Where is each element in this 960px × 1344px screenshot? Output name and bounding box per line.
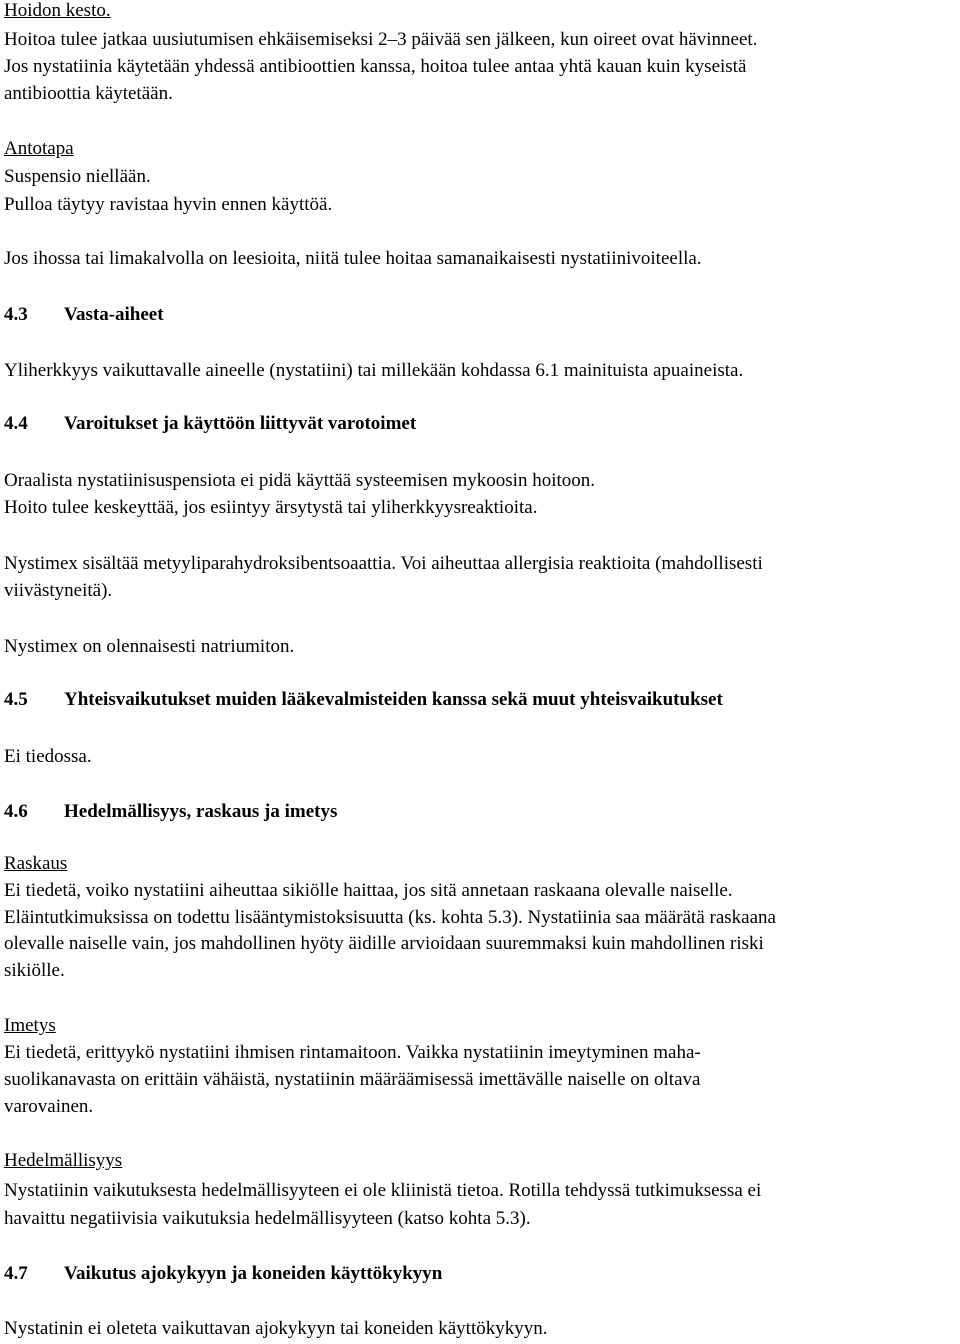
paragraph-line: suolikanavasta on erittäin vähäistä, nystatiinin määräämisessä imettävälle naiselle on oltava: [4, 1069, 701, 1090]
section-number: 4.6: [4, 801, 28, 822]
section-title: Hedelmällisyys, raskaus ja imetys: [64, 801, 338, 822]
paragraph-line: Oraalista nystatiinisuspensiota ei pidä käyttää systeemisen mykoosin hoitoon.: [4, 470, 596, 491]
section-title: Yhteisvaikutukset muiden lääkevalmisteiden kanssa sekä muut yhteisvaikutukset: [64, 689, 723, 710]
paragraph-line: Eläintutkimuksissa on todettu lisääntymistoksisuutta (ks. kohta 5.3). Nystatiinia saa määrätä raskaana: [4, 907, 776, 928]
paragraph-line: Nystatinin ei oleteta vaikuttavan ajokykyyn tai koneiden käyttökykyyn.: [4, 1318, 548, 1339]
section-title: Vaikutus ajokykyyn ja koneiden käyttökykyyn: [64, 1263, 443, 1284]
paragraph-line: Ei tiedetä, erittyykö nystatiini ihmisen rintamaitoon. Vaikka nystatiinin imeytyminen maha-: [4, 1042, 701, 1063]
section-title: Vasta-aiheet: [64, 304, 164, 325]
hedelmallisyys-heading: Hedelmällisyys: [4, 1150, 123, 1171]
raskaus-heading: Raskaus: [4, 853, 68, 874]
section-number: 4.5: [4, 689, 28, 710]
paragraph-line: viivästyneitä).: [4, 580, 113, 601]
paragraph-line: sikiölle.: [4, 960, 65, 981]
paragraph-line: Suspensio niellään.: [4, 166, 151, 187]
paragraph-line: Ei tiedossa.: [4, 746, 92, 767]
paragraph-line: antibioottia käytetään.: [4, 83, 173, 104]
paragraph-line: Hoitoa tulee jatkaa uusiutumisen ehkäisemiseksi 2–3 päivää sen jälkeen, kun oireet ovat hävinneet.: [4, 29, 758, 50]
paragraph-line: Nystimex on olennaisesti natriumiton.: [4, 636, 295, 657]
section-heading-4-6: [4, 798, 337, 825]
section-number: 4.7: [4, 1263, 28, 1284]
paragraph-line: Ei tiedetä, voiko nystatiini aiheuttaa sikiölle haittaa, jos sitä annetaan raskaana olevalle naiselle.: [4, 880, 733, 901]
paragraph-line: havaittu negatiivisia vaikutuksia hedelmällisyyteen (katso kohta 5.3).: [4, 1208, 531, 1229]
section-heading-4-7: [4, 1260, 442, 1287]
section-number: 4.3: [4, 304, 28, 325]
antotapa-heading: Antotapa: [4, 138, 74, 159]
paragraph-line: Yliherkkyys vaikuttavalle aineelle (nystatiini) tai millekään kohdassa 6.1 mainituista apuaineista.: [4, 360, 744, 381]
hoidon-kesto-heading: Hoidon kesto.: [4, 0, 111, 21]
paragraph-line: Jos nystatiinia käytetään yhdessä antibioottien kanssa, hoitoa tulee antaa yhtä kauan kuin kyseistä: [4, 56, 747, 77]
section-heading-4-3: [4, 301, 164, 328]
imetys-heading: Imetys: [4, 1015, 56, 1036]
section-heading-4-4: [4, 410, 416, 437]
paragraph-line: varovainen.: [4, 1096, 94, 1117]
section-number: 4.4: [4, 413, 28, 434]
paragraph-line: Nystimex sisältää metyyliparahydroksibentsoaattia. Voi aiheuttaa allergisia reaktioita (mahdollisesti: [4, 553, 763, 574]
paragraph-line: Jos ihossa tai limakalvolla on leesioita, niitä tulee hoitaa samanaikaisesti nystatiinivoiteella.: [4, 248, 702, 269]
paragraph-line: olevalle naiselle vain, jos mahdollinen hyöty äidille arvioidaan suuremmaksi kuin mahdollinen riski: [4, 933, 764, 954]
paragraph-line: Hoito tulee keskeyttää, jos esiintyy ärsytystä tai yliherkkyysreaktioita.: [4, 497, 538, 518]
paragraph-line: Pulloa täytyy ravistaa hyvin ennen käyttöä.: [4, 194, 333, 215]
section-title: Varoitukset ja käyttöön liittyvät varotoimet: [64, 413, 417, 434]
paragraph-line: Nystatiinin vaikutuksesta hedelmällisyyteen ei ole kliinistä tietoa. Rotilla tehdyssä tutkimuksessa ei: [4, 1180, 762, 1201]
section-heading-4-5: [4, 686, 723, 713]
